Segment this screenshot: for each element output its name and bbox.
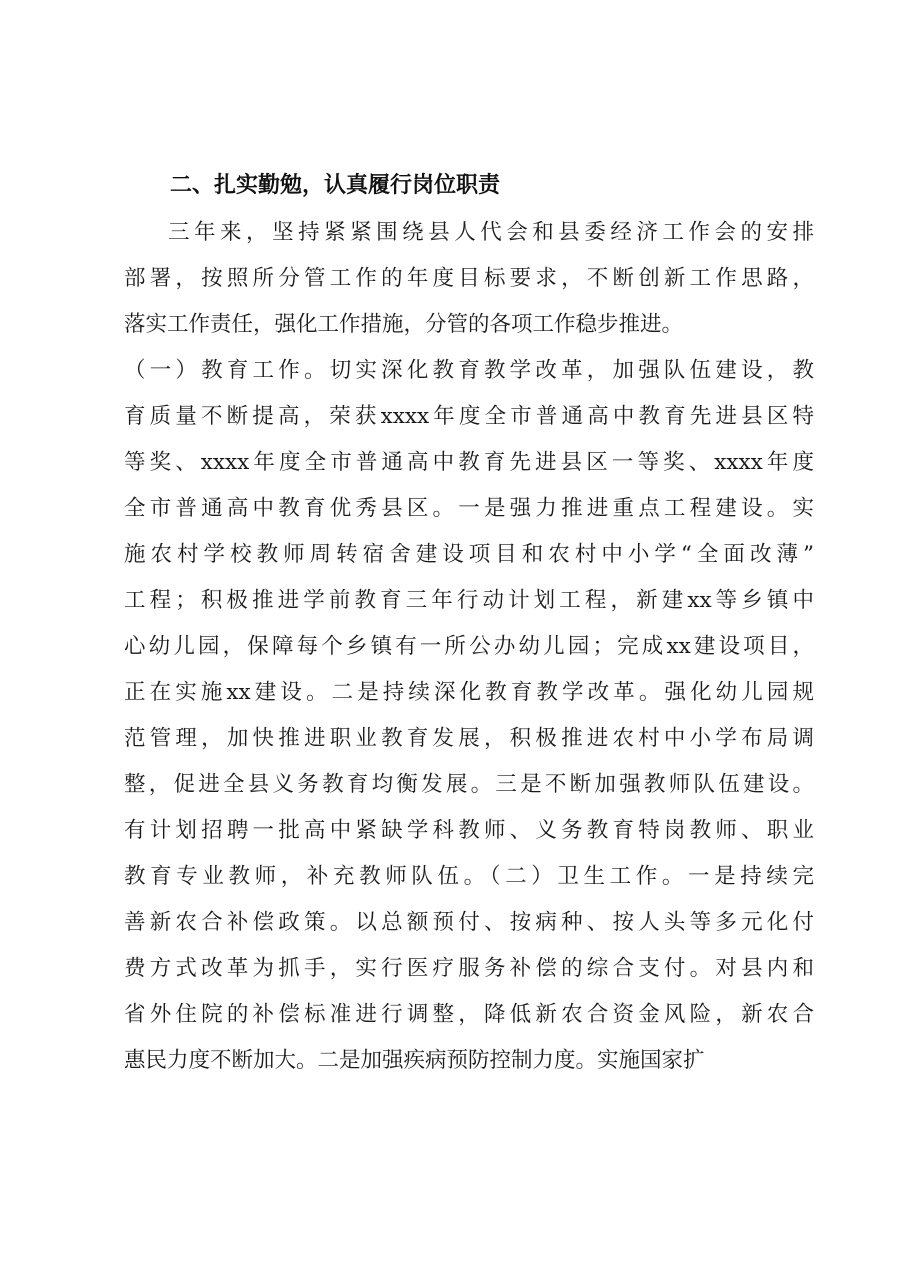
text-line: 心幼儿园，保障每个乡镇有一所公办幼儿园；完成xx建设项目， (124, 634, 814, 659)
text-line: 善新农合补偿政策。以总额预付、按病种、按人头等多元化付 (124, 910, 814, 935)
text-line: （一）教育工作。切实深化教育教学改革，加强队伍建设，教 (124, 358, 814, 383)
text-line: 整，促进全县义务教育均衡发展。三是不断加强教师队伍建设。 (124, 772, 814, 797)
body-paragraph (124, 210, 814, 1084)
text-line: 工程；积极推进学前教育三年行动计划工程，新建xx等乡镇中 (124, 588, 814, 613)
text-line: 施农村学校教师周转宿舍建设项目和农村中小学“全面改薄” (124, 542, 814, 567)
section-heading: 二、扎实勤勉，认真履行岗位职责 (170, 173, 501, 198)
text-line: 费方式改革为抓手，实行医疗服务补偿的综合支付。对县内和 (124, 956, 814, 981)
text-line: 等奖、xxxx年度全市普通高中教育先进县区一等奖、xxxx年度 (124, 450, 814, 475)
text-line: 省外住院的补偿标准进行调整，降低新农合资金风险，新农合 (124, 1002, 814, 1027)
text-line: 育质量不断提高，荣获xxxx年度全市普通高中教育先进县区特 (124, 404, 814, 429)
text-line: 落实工作责任，强化工作措施，分管的各项工作稳步推进。 (124, 312, 684, 337)
text-line: 有计划招聘一批高中紧缺学科教师、义务教育特岗教师、职业 (124, 818, 814, 843)
text-line: 教育专业教师，补充教师队伍。（二）卫生工作。一是持续完 (124, 864, 814, 889)
text-line: 正在实施xx建设。二是持续深化教育教学改革。强化幼儿园规 (124, 680, 814, 705)
text-line: 范管理，加快推进职业教育发展，积极推进农村中小学布局调 (124, 726, 814, 751)
text-line: 三年来，坚持紧紧围绕县人代会和县委经济工作会的安排 (168, 220, 814, 245)
text-line: 惠民力度不断加大。二是加强疾病预防控制力度。实施国家扩 (124, 1048, 705, 1073)
text-line: 全市普通高中教育优秀县区。一是强力推进重点工程建设。实 (124, 496, 814, 521)
text-line: 部署，按照所分管工作的年度目标要求，不断创新工作思路， (124, 266, 814, 291)
